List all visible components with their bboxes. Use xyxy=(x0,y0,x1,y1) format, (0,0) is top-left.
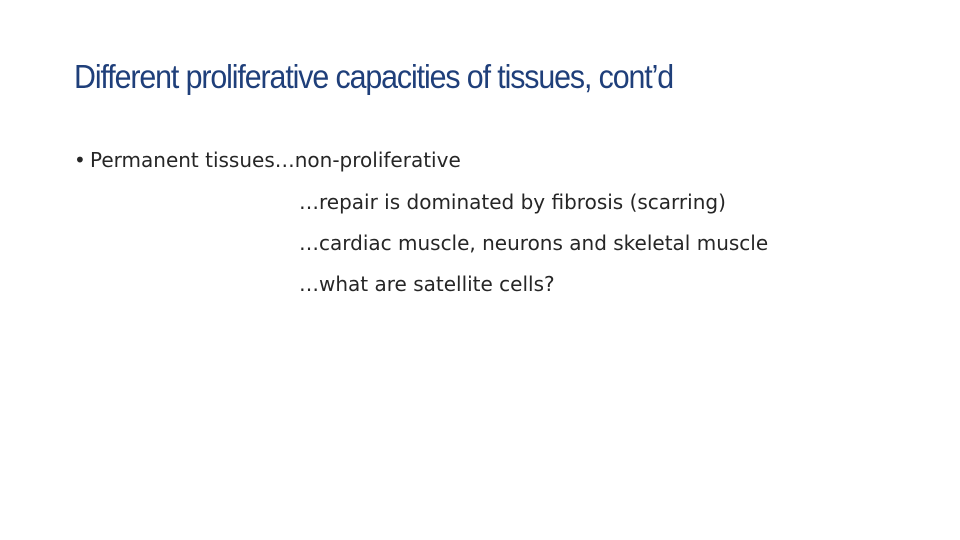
continuation-line: …repair is dominated by fibrosis (scarring) xyxy=(299,190,726,214)
slide-title: Different proliferative capacities of tissues, cont’d xyxy=(74,58,674,95)
continuation-line: …what are satellite cells? xyxy=(299,272,555,296)
continuation-line: …cardiac muscle, neurons and skeletal muscle xyxy=(299,231,769,255)
bullet-icon: • xyxy=(74,148,86,172)
bullet-text: Permanent tissues…non-proliferative xyxy=(90,148,461,172)
bullet-item xyxy=(74,148,461,172)
